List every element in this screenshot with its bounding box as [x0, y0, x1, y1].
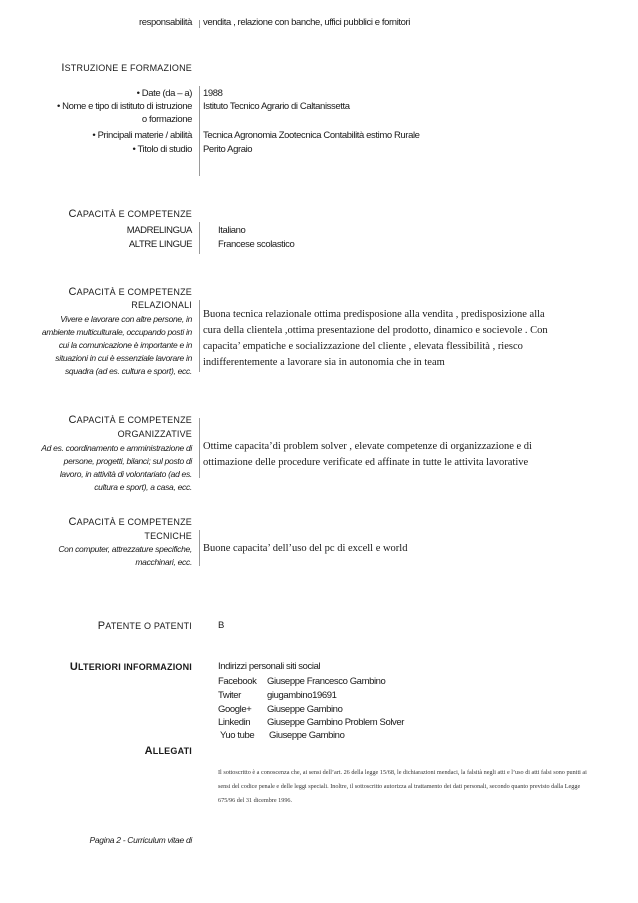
top-row-value: vendita , relazione con banche, uffici pubblici e fornitori	[203, 17, 411, 28]
page-footer: Pagina 2 - Curriculum vitae di	[89, 835, 192, 845]
license-value: B	[218, 620, 224, 631]
social-network-facebook: Facebook	[218, 676, 257, 687]
mother-tongue-value: Italiano	[218, 225, 246, 236]
social-network-googleplus: Google+	[218, 704, 252, 715]
organizational-value: Ottime capacita’di problem solver , elevate competenze di organizzazione e di ottimazione delle procedure verificate ed affinate in tutte le attivita lavorative	[203, 441, 532, 468]
relational-heading-line2: RELAZIONALI	[131, 300, 192, 310]
education-title-value: Perito Agraio	[203, 144, 253, 155]
education-subjects-value: Tecnica Agronomia Zootecnica Contabilità estimo Rurale	[203, 130, 420, 141]
relational-description: Vivere e lavorare con altre persone, in ambiente multiculturale, occupando posti in cui la comunicazione è importante e in situazioni in cui è essenziale lavorare in squadra (ad es. cultura e sport), ecc.	[41, 314, 192, 376]
attachments-heading: ALLEGATI	[144, 745, 192, 757]
organizational-heading: CAPACITÀ E COMPETENZE	[68, 414, 192, 426]
technical-value: Buone capacita’ dell’uso del pc di excell e world	[203, 543, 408, 554]
divider-line-5	[199, 418, 200, 478]
social-network-twitter: Twiter	[218, 690, 241, 701]
relational-heading: CAPACITÀ E COMPETENZE	[68, 286, 192, 298]
socials-title: Indirizzi personali siti social	[218, 661, 321, 672]
other-languages-value: Francese scolastico	[218, 239, 295, 250]
education-institute-label: • Nome e tipo di istituto di istruzione	[56, 101, 192, 112]
divider-line-3	[199, 222, 200, 254]
languages-heading: CAPACITÀ E COMPETENZE	[68, 208, 192, 220]
social-handle-facebook[interactable]: Giuseppe Francesco Gambino	[267, 676, 386, 687]
further-info-heading: ULTERIORI INFORMAZIONI	[69, 661, 192, 673]
divider-line-6	[199, 530, 200, 566]
social-handle-youtube[interactable]: Giuseppe Gambino	[269, 730, 345, 741]
divider-line-4	[199, 300, 200, 372]
technical-heading: CAPACITÀ E COMPETENZE	[68, 516, 192, 528]
technical-description: Con computer, attrezzature specifiche, macchinari, ecc.	[58, 544, 192, 567]
relational-value: Buona tecnica relazionale ottima predisposione alla vendita , predisposizione alla cura della clientela ,ottima presentazione del prodotto, dinamico e socievole . Con capacita’ empatiche e socializzazione del cliente , elevata flessibilità , riesco indifferentemente a lavorare sia in autonomia che in team	[203, 309, 548, 368]
education-institute-value: Istituto Tecnico Agrario di Caltanissetta	[203, 101, 350, 112]
divider-line-1	[199, 20, 200, 28]
education-title-label: • Titolo di studio	[132, 144, 192, 155]
education-dates-value: 1988	[203, 88, 223, 99]
social-handle-linkedin[interactable]: Giuseppe Gambino Problem Solver	[267, 717, 405, 728]
mother-tongue-label: MADRELINGUA	[126, 225, 192, 236]
legal-statement: Il sottoscritto è a conoscenza che, ai sensi dell’art. 26 della legge 15/68, le dichiarazioni mendaci, la falsità negli atti e l’uso di atti falsi sono puniti ai sensi del codice penale e delle leggi speciali. Inoltre, il sottoscritto autorizza al trattamento dei dati personali, secondo quanto previsto dalla Legge 675/96 del 31 dicembre 1996.	[218, 769, 587, 804]
social-handle-googleplus[interactable]: Giuseppe Gambino	[267, 704, 343, 715]
education-institute-label-2: o formazione	[141, 114, 192, 125]
social-handle-twitter[interactable]: giugambino19691	[267, 690, 337, 701]
social-network-linkedin: Linkedin	[218, 717, 251, 728]
organizational-description: Ad es. coordinamento e amministrazione di persone, progetti, bilanci; sul posto di lavoro, in attività di volontariato (ad es. cultura e sport), a casa, ecc.	[41, 443, 192, 492]
education-dates-label: • Date (da – a)	[136, 88, 192, 99]
education-heading: ISTRUZIONE E FORMAZIONE	[61, 62, 192, 74]
organizational-heading-line2: ORGANIZZATIVE	[117, 429, 192, 439]
technical-heading-line2: TECNICHE	[144, 531, 192, 541]
education-subjects-label: • Principali materie / abilità	[92, 130, 192, 141]
social-network-youtube: Yuo tube	[220, 730, 255, 741]
license-heading: PATENTE O PATENTI	[97, 620, 192, 632]
top-row-label: responsabilità	[138, 17, 192, 28]
divider-line-2	[199, 86, 200, 176]
other-languages-label: ALTRE LINGUE	[128, 239, 192, 250]
